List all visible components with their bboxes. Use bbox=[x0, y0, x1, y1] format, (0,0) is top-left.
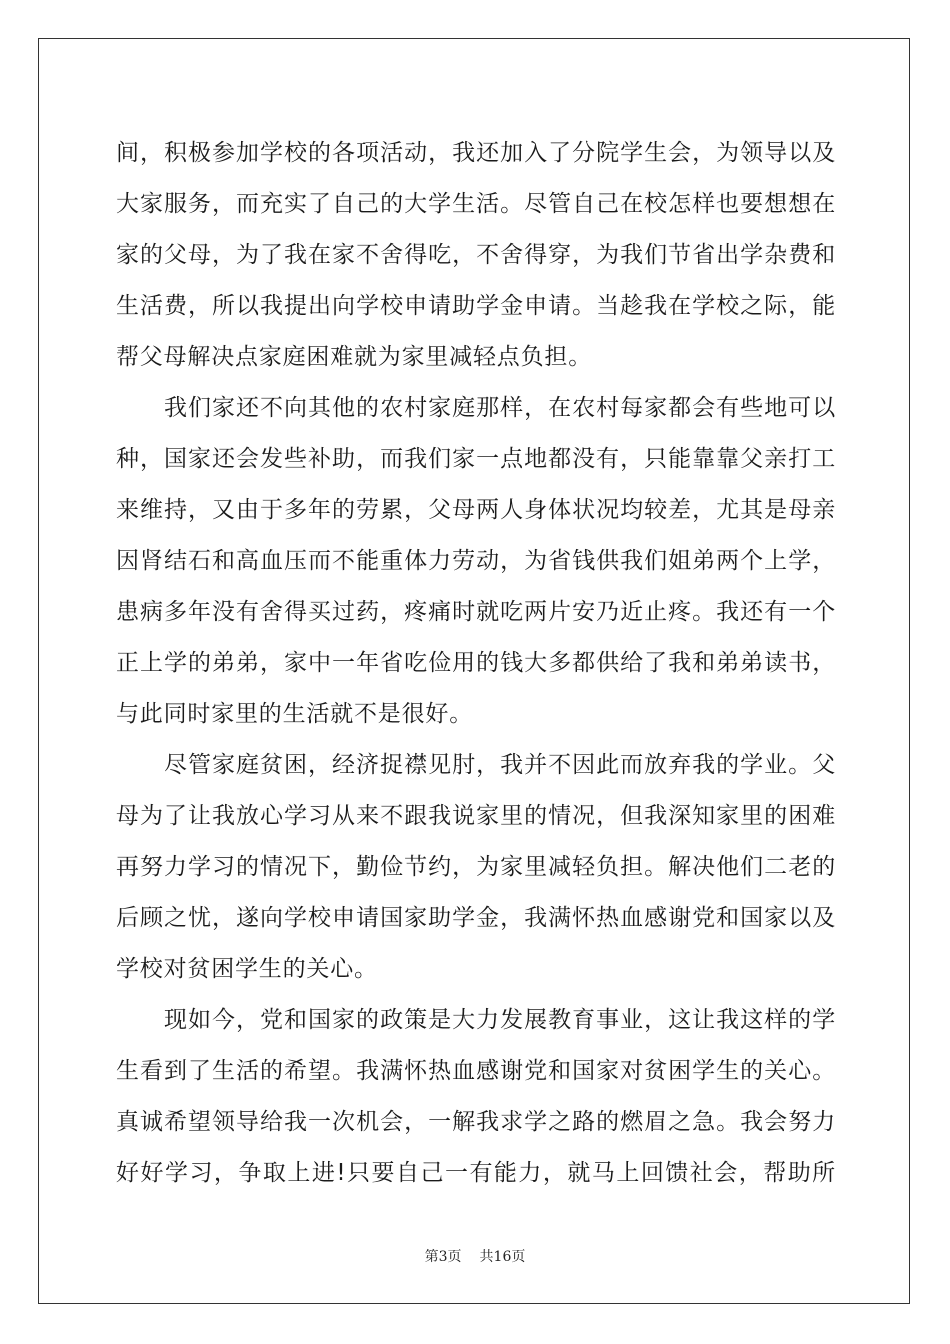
text-line bbox=[116, 128, 836, 179]
text-line bbox=[116, 1148, 836, 1199]
text-line-content: 来维持，又由于多年的劳累，父母两人身体状况均较差，尤其是母亲 bbox=[116, 497, 836, 523]
text-line bbox=[116, 638, 836, 689]
text-line bbox=[116, 383, 836, 434]
text-line bbox=[116, 689, 836, 740]
text-line-content: 大家服务，而充实了自己的大学生活。尽管自己在校怎样也要想想在 bbox=[116, 191, 836, 217]
text-line-content: 现如今，党和国家的政策是大力发展教育事业，这让我这样的学 bbox=[164, 1007, 836, 1033]
text-line bbox=[116, 587, 836, 638]
text-line bbox=[116, 332, 836, 383]
text-line bbox=[116, 536, 836, 587]
text-line-content: 再努力学习的情况下，勤俭节约，为家里减轻负担。解决他们二老的 bbox=[116, 854, 836, 880]
text-line bbox=[116, 791, 836, 842]
text-line-content: 生活费，所以我提出向学校申请助学金申请。当趁我在学校之际，能 bbox=[116, 293, 836, 319]
total-pages-label: 共16页 bbox=[479, 1249, 526, 1265]
text-line bbox=[116, 1097, 836, 1148]
text-line-content: 患病多年没有舍得买过药，疼痛时就吃两片安乃近止疼。我还有一个 bbox=[116, 599, 836, 625]
text-line-content: 生看到了生活的希望。我满怀热血感谢党和国家对贫困学生的关心。 bbox=[116, 1058, 836, 1084]
text-line-content: 种，国家还会发些补助，而我们家一点地都没有，只能靠靠父亲打工 bbox=[116, 446, 836, 472]
text-line-content: 因肾结石和高血压而不能重体力劳动，为省钱供我们姐弟两个上学， bbox=[116, 548, 836, 574]
text-line bbox=[116, 179, 836, 230]
text-line bbox=[116, 281, 836, 332]
text-line bbox=[116, 842, 836, 893]
text-line-content: 我们家还不向其他的农村家庭那样，在农村每家都会有些地可以 bbox=[164, 395, 836, 421]
text-line bbox=[116, 995, 836, 1046]
page-footer bbox=[0, 1246, 950, 1266]
text-line-content: 尽管家庭贫困，经济捉襟见肘，我并不因此而放弃我的学业。父 bbox=[164, 752, 836, 778]
text-line-content: 正上学的弟弟，家中一年省吃俭用的钱大多都供给了我和弟弟读书， bbox=[116, 650, 836, 676]
text-line bbox=[116, 740, 836, 791]
text-line-content: 与此同时家里的生活就不是很好。 bbox=[116, 701, 473, 727]
text-line-content: 间，积极参加学校的各项活动，我还加入了分院学生会，为领导以及 bbox=[116, 140, 836, 166]
text-line bbox=[116, 485, 836, 536]
text-line-content: 母为了让我放心学习从来不跟我说家里的情况，但我深知家里的困难 bbox=[116, 803, 836, 829]
text-line bbox=[116, 944, 836, 995]
text-line bbox=[116, 434, 836, 485]
text-line bbox=[116, 230, 836, 281]
text-line bbox=[116, 893, 836, 944]
text-line-content: 学校对贫困学生的关心。 bbox=[116, 956, 378, 982]
text-line-content: 家的父母，为了我在家不舍得吃，不舍得穿，为我们节省出学杂费和 bbox=[116, 242, 836, 268]
current-page-label: 第3页 bbox=[424, 1249, 462, 1265]
document-body bbox=[116, 128, 836, 1199]
text-line-content: 真诚希望领导给我一次机会，一解我求学之路的燃眉之急。我会努力 bbox=[116, 1109, 836, 1135]
text-line-content: 后顾之忧，遂向学校申请国家助学金，我满怀热血感谢党和国家以及 bbox=[116, 905, 836, 931]
text-line-content: 好好学习，争取上进!只要自己一有能力，就马上回馈社会，帮助所 bbox=[116, 1160, 836, 1186]
text-line bbox=[116, 1046, 836, 1097]
text-line-content: 帮父母解决点家庭困难就为家里减轻点负担。 bbox=[116, 344, 592, 370]
